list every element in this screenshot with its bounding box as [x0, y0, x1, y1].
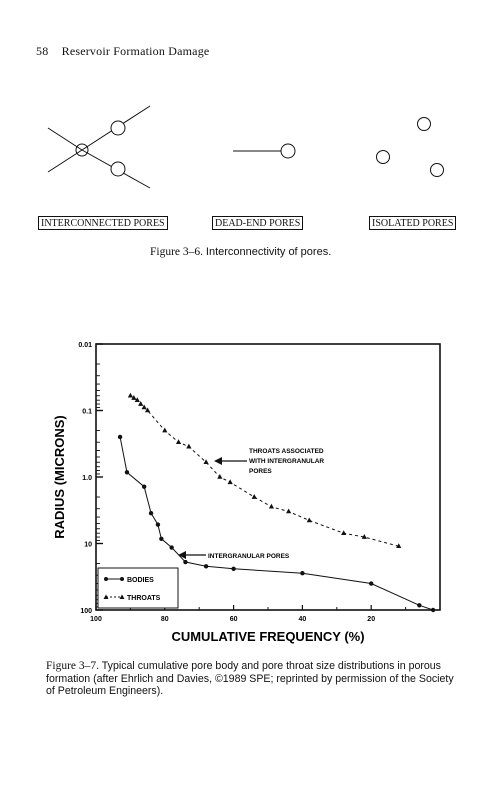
legend [98, 568, 178, 608]
figure-3-6-text: Interconnectivity of pores. [205, 246, 332, 258]
data-point-bodies [125, 470, 129, 474]
legend-label-throats: THROATS [127, 595, 161, 602]
data-point-bodies [169, 545, 173, 549]
data-point-bodies [149, 511, 153, 515]
y-tick-label: 0.01 [78, 342, 92, 349]
data-point-throats [269, 504, 274, 509]
legend-box [98, 568, 178, 608]
annotation-arrowhead [214, 457, 222, 465]
data-point-bodies [156, 522, 160, 526]
x-axis-label: CUMULATIVE FREQUENCY (%) [171, 629, 365, 644]
x-tick-label: 100 [90, 616, 102, 623]
annotation-throats-associated [214, 448, 324, 475]
data-point-bodies [417, 603, 421, 607]
data-point-bodies [369, 581, 373, 585]
y-tick-label: 100 [80, 608, 92, 615]
figure-3-7-label: Figure 3–7. [46, 660, 100, 672]
data-point-bodies [159, 537, 163, 541]
data-point-throats [162, 428, 167, 433]
data-point-bodies [142, 485, 146, 489]
interconnected-pores-label: INTERCONNECTED PORES [38, 216, 168, 230]
legend-marker-bodies [120, 577, 124, 581]
annotation-text: INTERGRANULAR PORES [208, 553, 290, 560]
x-tick-label: 20 [367, 616, 376, 623]
data-point-throats [307, 517, 312, 522]
y-tick-label: 10 [84, 541, 92, 549]
y-tick-label: 0.1 [82, 408, 92, 416]
legend-marker-bodies [104, 577, 108, 581]
figure-3-6-label: Figure 3–6. [150, 246, 204, 258]
x-tick-label: 60 [229, 616, 238, 623]
data-point-bodies [204, 564, 208, 568]
legend-label-bodies: BODIES [127, 577, 154, 584]
annotation-text: THROATS ASSOCIATED [249, 448, 324, 455]
y-tick-label: 1.0 [82, 475, 92, 482]
dead-end-pores-label: DEAD-END PORES [212, 216, 303, 230]
figure-3-7-text: Typical cumulative pore body and pore throat size distributions in porous formation (after Ehrlich and Davies, ©1989 SPE; reprinted by permission of the Society of Petroleum Engineers). [46, 660, 454, 697]
data-point-bodies [300, 571, 304, 575]
annotation-text: WITH INTERGRANULAR [249, 458, 325, 465]
annotation-text: PORES [249, 468, 272, 475]
figure-3-7-caption [46, 660, 460, 698]
running-title: Reservoir Formation Damage [61, 44, 210, 58]
data-point-bodies [231, 567, 235, 571]
page-number: 58 [36, 44, 49, 58]
data-point-throats [176, 439, 181, 444]
annotation-intergranular-pores [178, 551, 290, 560]
x-tick-label: 80 [160, 616, 169, 623]
data-point-throats [341, 530, 346, 535]
data-point-throats [286, 508, 291, 513]
data-point-bodies [118, 435, 122, 439]
data-point-bodies [431, 608, 435, 612]
data-point-throats [128, 393, 133, 398]
data-point-bodies [183, 560, 187, 564]
data-point-throats [228, 479, 233, 484]
data-point-throats [252, 494, 257, 499]
y-axis-label: RADIUS (MICRONS) [52, 415, 67, 539]
isolated-pores-label: ISOLATED PORES [369, 216, 456, 230]
data-point-throats [186, 444, 191, 449]
data-point-throats [217, 474, 222, 479]
x-tick-label: 40 [298, 616, 307, 623]
